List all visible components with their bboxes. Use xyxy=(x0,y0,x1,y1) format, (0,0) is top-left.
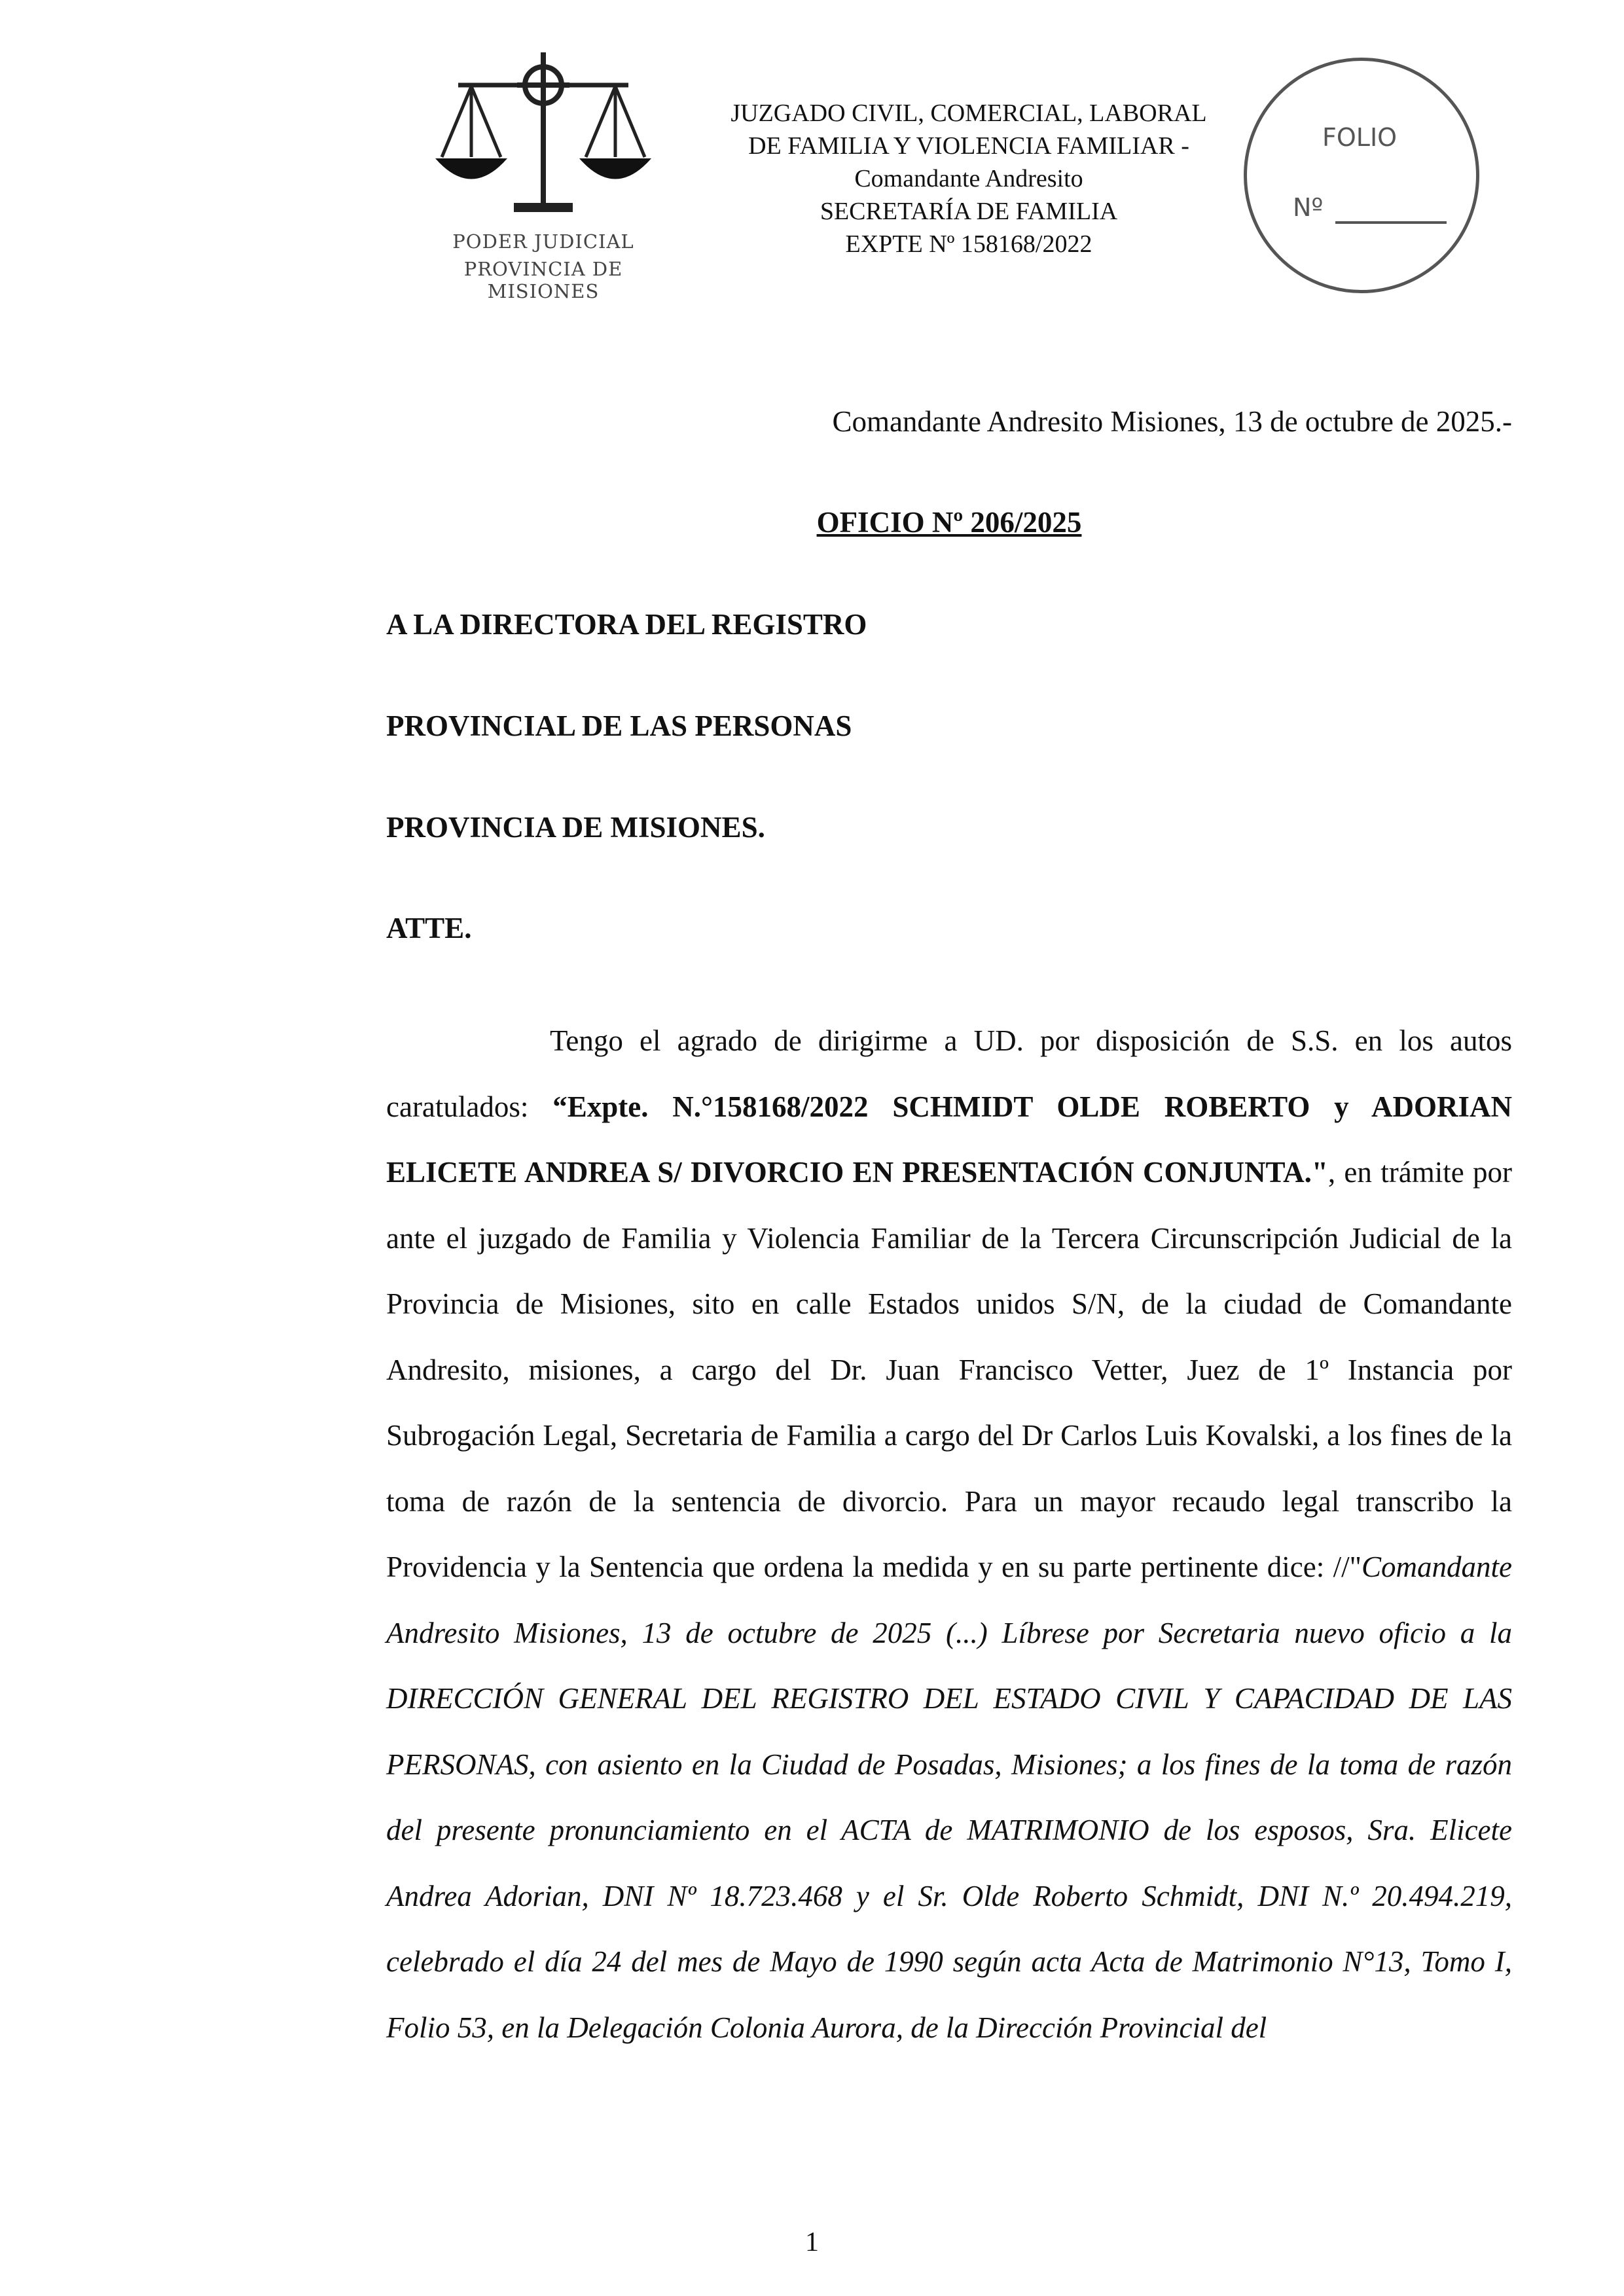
court-header-expte: EXPTE Nº 158168/2022 xyxy=(845,230,1092,258)
court-header-line2: DE FAMILIA Y VIOLENCIA FAMILIAR - xyxy=(748,132,1189,160)
addressee-attention: ATTE. xyxy=(386,912,472,944)
court-header-line3: Comandante Andresito xyxy=(854,165,1083,192)
quoted-resolution: Comandante Andresito Misiones, 13 de octubre de 2025 (...) Líbrese por Secretaria nuevo oficio a la DIRECCIÓN GENERAL DEL REGISTRO DEL ESTADO CIVIL Y CAPACIDAD DE LAS PERSONAS, con asiento en la Ciudad de Posadas, Misiones; a los fines de la toma de razón del presente pronunciamiento en el ACTA de MATRIMONIO de los esposos, Sra. Elicete Andrea Adorian, DNI Nº 18.723.468 y el Sr. Olde Roberto Schmidt, DNI N.º 20.494.219, celebrado el día 24 del mes de Mayo de 1990 según acta Acta de Matrimonio N°13, Tomo I, Folio 53, en la Delegación Colonia Aurora, de la Dirección Provincial del xyxy=(386,1551,1512,2044)
logo-text-line2: PROVINCIA DE MISIONES xyxy=(463,258,623,302)
court-header-line4: SECRETARÍA DE FAMILIA xyxy=(820,198,1118,225)
addressee-line1: A LA DIRECTORA DEL REGISTRO xyxy=(386,608,867,641)
folio-label: FOLIO xyxy=(1322,123,1398,152)
body-intro: Tengo el agrado de dirigirme a UD. por disposición de S.S. en los autos caratulados: xyxy=(386,1024,1512,1123)
dateline: Comandante Andresito Misiones, 13 de octubre de 2025.- xyxy=(832,405,1512,438)
court-header-line1: JUZGADO CIVIL, COMERCIAL, LABORAL xyxy=(731,99,1207,127)
scales-of-justice-icon xyxy=(432,39,655,223)
folio-stamp xyxy=(1244,58,1479,293)
body-paragraph xyxy=(386,1008,1512,2060)
addressee-line3: PROVINCIA DE MISIONES. xyxy=(386,811,765,844)
folio-number-blank xyxy=(1335,221,1447,224)
court-header xyxy=(674,97,1263,260)
judicial-logo xyxy=(406,39,681,302)
addressee-line2: PROVINCIAL DE LAS PERSONAS xyxy=(386,709,852,742)
logo-text-line1: PODER JUDICIAL xyxy=(452,230,634,253)
case-title: “Expte. N.°158168/2022 SCHMIDT OLDE ROBERTO y ADORIAN ELICETE ANDREA S/ DIVORCIO EN PRESENTACIÓN CONJUNTA." xyxy=(386,1090,1512,1189)
oficio-title: OFICIO Nº 206/2025 xyxy=(816,506,1082,539)
page-number: 1 xyxy=(805,2227,819,2257)
folio-number-label: Nº xyxy=(1293,193,1324,222)
body-middle: , en trámite por ante el juzgado de Familia y Violencia Familiar de la Tercera Circunscripción Judicial de la Provincia de Misiones, sito en calle Estados unidos S/N, de la ciudad de Comandante Andresito, misiones, a cargo del Dr. Juan Francisco Vetter, Juez de 1º Instancia por Subrogación Legal, Secretaria de Familia a cargo del Dr Carlos Luis Kovalski, a los fines de la toma de razón de la sentencia de divorcio. Para un mayor recaudo legal transcribo la Providencia y la Sentencia que ordena la medida y en su parte pertinente dice: //" xyxy=(386,1156,1512,1583)
